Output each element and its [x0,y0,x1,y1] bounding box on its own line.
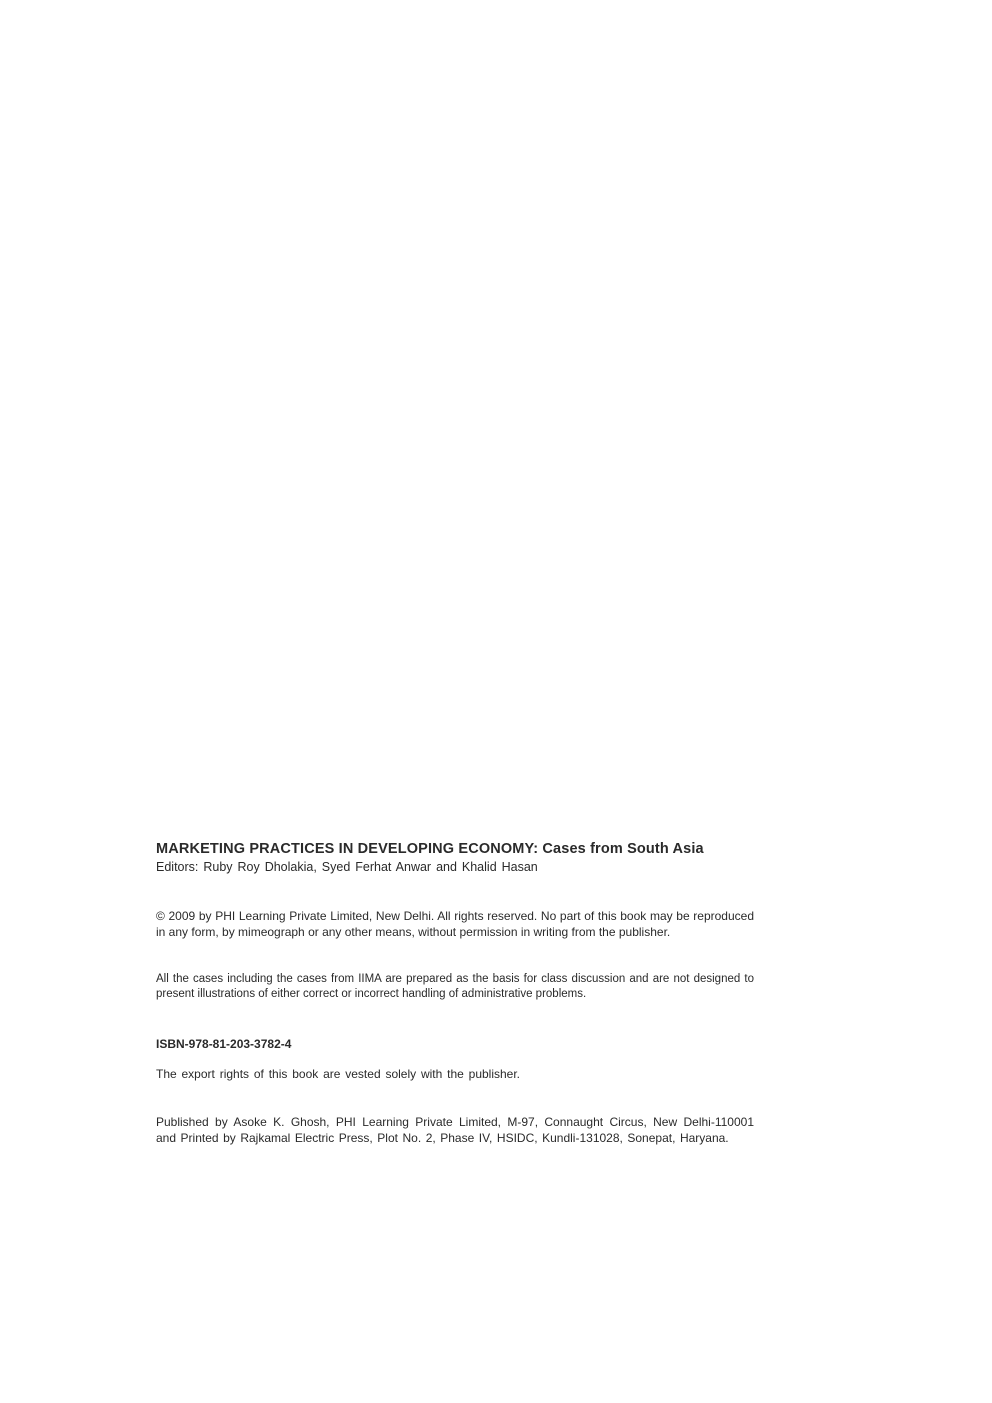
copyright-notice: © 2009 by PHI Learning Private Limited, New Delhi. All rights reserved. No part of this book may be reproduced in any form, by mimeograph or any other means, without permission in writing from the publisher. [156,909,754,939]
book-editors: Editors: Ruby Roy Dholakia, Syed Ferhat Anwar and Khalid Hasan [156,860,538,874]
isbn-number: ISBN-978-81-203-3782-4 [156,1037,292,1051]
export-rights: The export rights of this book are vested solely with the publisher. [156,1067,521,1081]
cases-disclaimer: All the cases including the cases from IIMA are prepared as the basis for class discussion and are not designed to present illustrations of either correct or incorrect handling of administrative problems. [156,973,754,1000]
publisher-info: Published by Asoke K. Ghosh, PHI Learning Private Limited, M-97, Connaught Circus, New Delhi-110001 and Printed by Rajkamal Electric Press, Plot No. 2, Phase IV, HSIDC, Kundli-131028, Sonepat, Haryana. [156,1115,754,1145]
imprint-page [156,840,754,1146]
book-title: MARKETING PRACTICES IN DEVELOPING ECONOMY: Cases from South Asia [156,841,704,857]
